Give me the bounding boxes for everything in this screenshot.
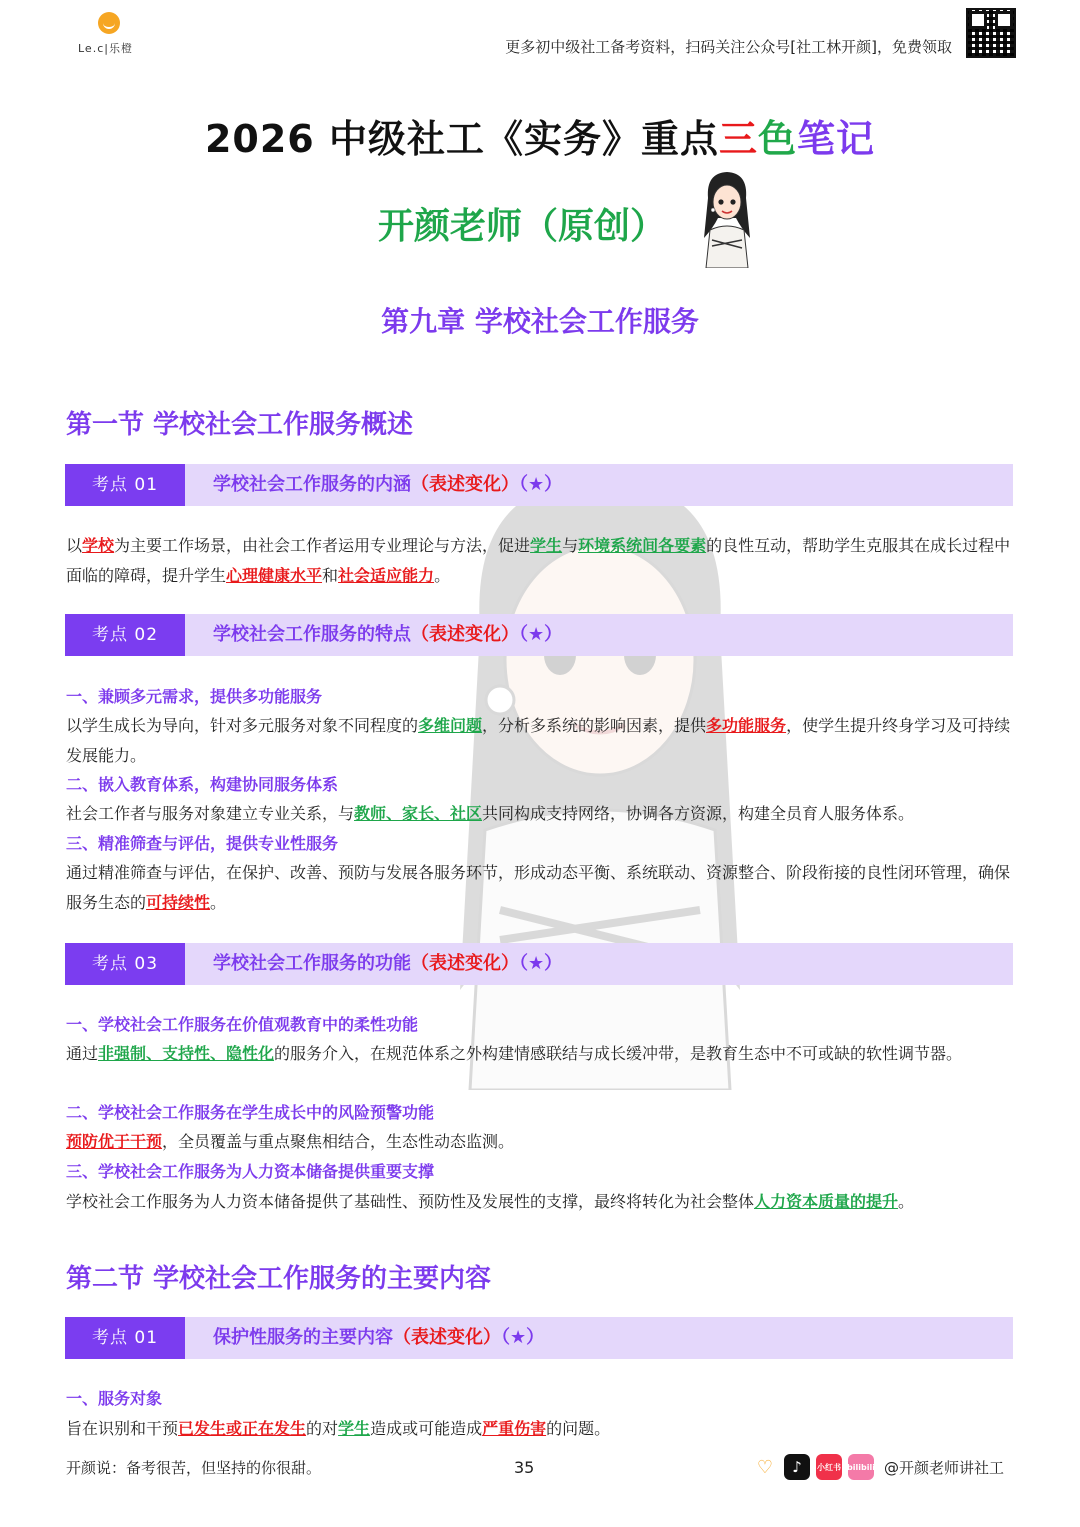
kp-1-3-bar — [65, 943, 1013, 985]
kp-change-label: （表述变化） — [411, 953, 519, 974]
kp-title — [213, 943, 562, 985]
text: 以 — [66, 536, 83, 555]
highlight-green: 非强制、支持性、隐性化 — [98, 1044, 275, 1063]
text: 共同构成支持网络，协调各方资源，构建全员育人服务体系。 — [482, 804, 915, 823]
kp-change-label: （表述变化） — [411, 624, 519, 645]
highlight-green: 学生 — [530, 536, 563, 555]
kp-1-3-paragraph-1 — [66, 1039, 1016, 1069]
text: 学校社会工作服务为人力资本储备提供了基础性、预防性及发展性的支撑，最终将转化为社会整体 — [66, 1192, 755, 1211]
section-2-title: 第二节 学校社会工作服务的主要内容 — [66, 1264, 492, 1294]
page-title — [0, 108, 1080, 163]
kp-title-text: 学校社会工作服务的内涵 — [213, 474, 411, 495]
author-subtitle: 开颜老师（原创） — [378, 206, 667, 247]
text: 和 — [322, 566, 339, 585]
kp-tag: 考点 01 — [65, 464, 185, 506]
kp-2-1-bar — [65, 1317, 1013, 1359]
kp-tag: 考点 01 — [65, 1317, 185, 1359]
text: 的问题。 — [546, 1419, 611, 1438]
kp-title-text: 学校社会工作服务的功能 — [213, 953, 411, 974]
qr-code-icon — [966, 8, 1016, 58]
kp-1-2-bar — [65, 614, 1013, 656]
highlight-red: 社会适应能力 — [338, 566, 435, 585]
xiaohongshu-icon[interactable]: 小红书 — [816, 1454, 842, 1480]
kp-2-1-paragraph-1 — [66, 1414, 1016, 1444]
text: 造成或可能造成 — [370, 1419, 483, 1438]
highlight-red: 多功能服务 — [706, 716, 787, 735]
kp-2-1-heading-1: 一、服务对象 — [66, 1389, 163, 1408]
kp-1-2-heading-3: 三、精准筛查与评估，提供专业性服务 — [66, 834, 339, 853]
kp-tag: 考点 03 — [65, 943, 185, 985]
kp-title-text: 学校社会工作服务的特点 — [213, 624, 411, 645]
text: 通过精准筛查与评估，在保护、改善、预防与发展各服务环节，形成动态平衡、系统联动、资源整合、阶段衔接的良性闭环管理，确保服务生态的 — [66, 863, 1011, 912]
kp-star: （★） — [501, 1327, 545, 1348]
bilibili-icon[interactable]: bilibili — [848, 1454, 874, 1480]
title-green-char: 色 — [757, 117, 797, 161]
highlight-green: 环境系统间各要素 — [578, 536, 707, 555]
social-handle: @开颜老师讲社工 — [884, 1458, 1005, 1477]
header-note: 更多初中级社工备考资料，扫码关注公众号[社工林开颜]，免费领取 — [505, 38, 952, 56]
kp-change-label: （表述变化） — [411, 474, 519, 495]
chapter-title: 第九章 学校社会工作服务 — [381, 305, 699, 338]
butterfly-icon[interactable]: ♡ — [752, 1454, 778, 1480]
kp-1-1-bar — [65, 464, 1013, 506]
highlight-red: 预防优于干预 — [66, 1132, 163, 1151]
social-links — [752, 1452, 1004, 1482]
subtitle-row — [378, 198, 666, 258]
section-1-title: 第一节 学校社会工作服务概述 — [66, 410, 414, 440]
page-header — [0, 0, 1080, 70]
text: 。 — [898, 1192, 915, 1211]
text: 以学生成长为导向，针对多元服务对象不同程度的 — [66, 716, 419, 735]
kp-1-1-paragraph — [66, 531, 1016, 591]
page-number: 35 — [514, 1458, 535, 1477]
kp-1-2-heading-1: 一、兼顾多元需求，提供多功能服务 — [66, 687, 323, 706]
highlight-green: 教师、家长、社区 — [354, 804, 483, 823]
teacher-avatar-icon — [696, 168, 758, 268]
kp-star: （★） — [519, 624, 563, 645]
text: 通过 — [66, 1044, 99, 1063]
kp-1-3-heading-1: 一、学校社会工作服务在价值观教育中的柔性功能 — [66, 1015, 419, 1034]
title-prefix: 2026 中级社工《实务》重点 — [204, 117, 719, 161]
text: ，分析多系统的影响因素，提供 — [482, 716, 707, 735]
text: 社会工作者与服务对象建立专业关系，与 — [66, 804, 355, 823]
text: 。 — [434, 566, 451, 585]
kp-change-label: （表述变化） — [393, 1327, 501, 1348]
kp-star: （★） — [519, 953, 563, 974]
brand-logo — [78, 12, 158, 58]
kp-title-text: 保护性服务的主要内容 — [213, 1327, 393, 1348]
text: ，使学生提升终身学习及可持续发展能力。 — [66, 716, 1011, 765]
kp-1-3-heading-2: 二、学校社会工作服务在学生成长中的风险预警功能 — [66, 1103, 435, 1122]
highlight-green: 多维问题 — [418, 716, 483, 735]
kp-1-2-paragraph-2 — [66, 799, 1016, 829]
text: 的良性互动，帮助学生克服其在成长过程中面临的障碍，提升学生 — [66, 536, 1011, 585]
kp-1-2-paragraph-3 — [66, 858, 1016, 918]
text: 为主要工作场景，由社会工作者运用专业理论与方法，促进 — [114, 536, 531, 555]
sun-icon — [98, 12, 120, 34]
highlight-red: 学校 — [82, 536, 115, 555]
logo-text: Le.c|乐橙 — [78, 42, 133, 55]
footer-motto: 开颜说：备考很苦，但坚持的你很甜。 — [66, 1459, 322, 1477]
kp-title — [213, 1317, 544, 1359]
kp-tag: 考点 02 — [65, 614, 185, 656]
kp-title — [213, 464, 562, 506]
kp-title — [213, 614, 562, 656]
highlight-red: 已发生或正在发生 — [178, 1419, 307, 1438]
text: 的服务介入，在规范体系之外构建情感联结与成长缓冲带，是教育生态中不可或缺的软性调节器。 — [274, 1044, 963, 1063]
kp-1-2-paragraph-1 — [66, 711, 1016, 771]
text: ，全员覆盖与重点聚焦相结合，生态性动态监测。 — [162, 1132, 515, 1151]
text: 与 — [562, 536, 579, 555]
kp-1-3-paragraph-3 — [66, 1187, 1016, 1217]
text: 。 — [210, 893, 227, 912]
highlight-red: 心理健康水平 — [226, 566, 323, 585]
text: 的对 — [306, 1419, 339, 1438]
kp-star: （★） — [519, 474, 563, 495]
highlight-green: 学生 — [338, 1419, 371, 1438]
title-red-char: 三 — [718, 117, 758, 161]
tiktok-icon[interactable]: ♪ — [784, 1454, 810, 1480]
kp-1-3-paragraph-2 — [66, 1127, 1016, 1157]
title-purple-chars: 笔记 — [797, 117, 876, 161]
text: 旨在识别和干预 — [66, 1419, 179, 1438]
highlight-green: 人力资本质量的提升 — [754, 1192, 899, 1211]
kp-1-2-heading-2: 二、嵌入教育体系，构建协同服务体系 — [66, 775, 339, 794]
kp-1-3-heading-3: 三、学校社会工作服务为人力资本储备提供重要支撑 — [66, 1162, 435, 1181]
highlight-red: 可持续性 — [146, 893, 211, 912]
highlight-red: 严重伤害 — [482, 1419, 547, 1438]
